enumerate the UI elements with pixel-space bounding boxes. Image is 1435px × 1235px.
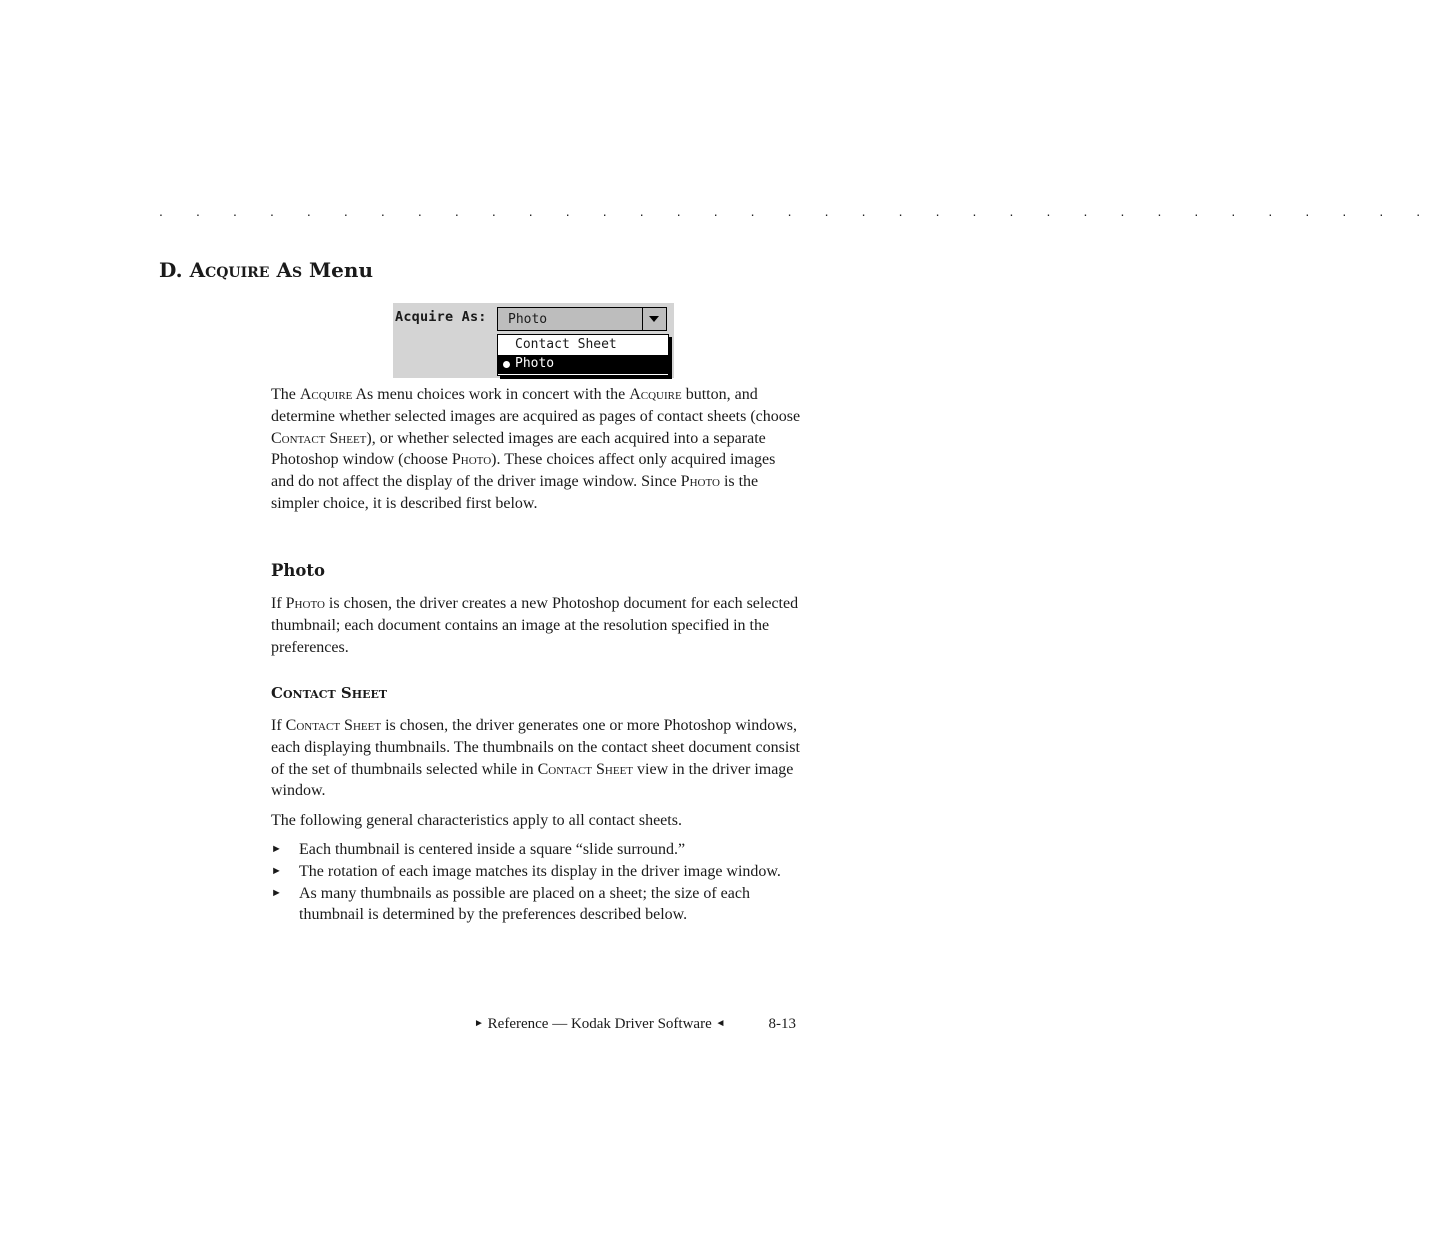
smallcaps-term: Acquire	[629, 386, 682, 403]
list-item	[271, 861, 801, 883]
chevron-down-icon[interactable]	[642, 308, 666, 330]
smallcaps-term: Photo	[680, 473, 720, 491]
section-title-rest: Menu	[302, 258, 373, 282]
characteristics-list	[271, 839, 801, 926]
list-item	[271, 839, 801, 861]
text: is chosen, the driver generates one or more Photoshop windows, each displaying thumbnails. The thumbnails on the contact sheet document consist of the set of thumbnails selected while in	[271, 717, 800, 778]
section-prefix: D.	[159, 258, 190, 282]
text: If	[271, 717, 286, 734]
triangle-left-icon: ◄	[715, 1018, 726, 1029]
text: The	[271, 386, 300, 403]
photo-heading: Photo	[271, 561, 326, 580]
list-item-text: The rotation of each image matches its display in the driver image window.	[299, 862, 781, 880]
smallcaps-term: Photo	[285, 595, 325, 612]
bullet-triangle-icon: ►	[271, 843, 282, 855]
contact-sheet-paragraph	[271, 715, 801, 802]
smallcaps-term: Contact Sheet	[271, 429, 367, 447]
menu-item-contact-sheet[interactable]	[498, 336, 668, 355]
text: ), or whether selected images are each acquired into a separate Photoshop window (choose	[271, 429, 766, 469]
text: As menu choices work in concert with the	[352, 386, 630, 403]
triangle-right-icon: ►	[474, 1018, 484, 1029]
acquire-as-menu-figure	[393, 303, 674, 378]
acquire-as-popup[interactable]	[497, 307, 667, 331]
contact-sheet-heading: Contact Sheet	[271, 684, 388, 702]
bullet-triangle-icon: ►	[271, 864, 282, 877]
text: button, and determine whether selected images are acquired as pages of contact sheets (choose	[271, 386, 801, 425]
text: is the simpler choice, it is described first below.	[271, 473, 759, 512]
text: is chosen, the driver creates a new Photoshop document for each selected thumbnail; each document contains an image at the resolution specified in the preferences.	[271, 595, 799, 656]
list-item-text: Each thumbnail is centered inside a square “slide surround.”	[299, 841, 686, 858]
acquire-as-label: Acquire As:	[395, 309, 487, 325]
dotted-rule: . . . . . . . . . . . . . . . . . . . . . . . . . . . . . . . . . . .	[159, 203, 1435, 219]
smallcaps-term: Contact Sheet	[285, 717, 382, 734]
menu-item-photo[interactable]	[498, 355, 668, 374]
popup-selected-value: Photo	[508, 312, 548, 327]
list-item	[271, 883, 801, 927]
text: ). These choices affect only acquired images and do not affect the display of the driver image window. Since	[271, 451, 776, 491]
photo-paragraph	[271, 593, 801, 658]
smallcaps-term: Photo	[451, 451, 492, 469]
section-title-smallcaps: Acquire As	[189, 258, 303, 282]
menu-item-label: Contact Sheet	[515, 337, 617, 352]
text: If	[271, 595, 286, 612]
smallcaps-term: Acquire	[299, 386, 353, 403]
footer-text: Reference — Kodak Driver Software	[487, 1016, 712, 1032]
page-number: 8-13	[768, 1016, 796, 1032]
intro-paragraph	[271, 384, 801, 515]
page-footer	[474, 1016, 796, 1033]
menu-item-label: Photo	[515, 356, 555, 371]
list-item-text: As many thumbnails as possible are placed on a sheet; the size of each thumbnail is determined by the preferences described below.	[299, 884, 750, 924]
bullet-triangle-icon: ►	[271, 886, 282, 899]
acquire-as-dropdown	[497, 334, 669, 376]
general-characteristics-paragraph: The following general characteristics apply to all contact sheets.	[271, 812, 682, 829]
section-title	[159, 258, 373, 282]
checkmark-bullet-icon	[503, 361, 510, 368]
smallcaps-term: Contact Sheet	[537, 760, 634, 778]
text: view in the driver image window.	[271, 760, 794, 800]
